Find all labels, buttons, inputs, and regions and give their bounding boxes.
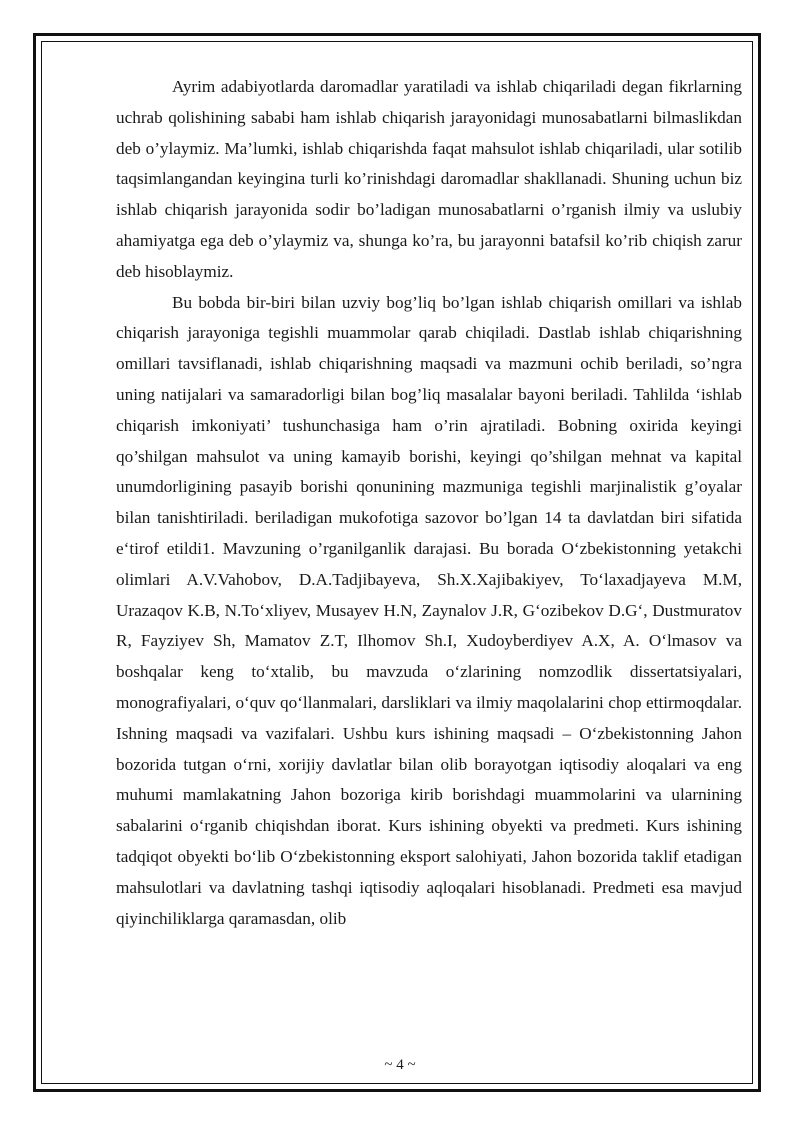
page-number: ~ 4 ~ bbox=[384, 1057, 416, 1073]
paragraph-2: Bu bobda bir-biri bilan uzviy bog’liq bo’lgan ishlab chiqarish omillari va ishlab chiqarish jarayoniga tegishli muammolar qarab chiqiladi. Dastlab ishlab chiqarishning omillari tavsiflanadi, ishlab chiqarishning maqsadi va mazmuni ochib beriladi, so’ngra uning natijalari va samaradorligi bilan bog’liq masalalar bayoni beriladi. Tahlilda ‘ishlab chiqarish imkoniyati’ tushunchasiga ham o’rin ajratiladi. Bobning oxirida keyingi qo’shilgan mahsulot va uning kamayib borishi, keyingi qo’shilgan mehnat va kapital unumdorligining pasayib borishi qonunining mazmuniga tegishli marjinalistik g’oyalar bilan tanishtiriladi. beriladigan mukofotiga sazovor bo’lgan 14 ta davlatdan biri sifatida e‘tirof etildi1. Mavzuning o’rganilganlik darajasi. Bu borada O‘zbekistonning yetakchi olimlari A.V.Vahobov, D.A.Tadjibayeva, Sh.X.Xajibakiyev, To‘laxadjayeva M.M, Urazaqov K.B, N.To‘xliyev, Musayev H.N, Zaynalov J.R, G‘ozibekov D.G‘, Dustmuratov R, Fayziyev Sh, Mamatov Z.T, Ilhomov Sh.I, Xudoyberdiyev A.X, A. O‘lmasov va boshqalar keng to‘xtalib, bu mavzuda o‘zlarining nomzodlik dissertatsiyalari, monografiyalari, o‘quv qo‘llanmalari, darsliklari va ilmiy maqolalarini chop ettirmoqdalar. Ishning maqsadi va vazifalari. Ushbu kurs ishining maqsadi – O‘zbekistonning Jahon bozorida tutgan o‘rni, xorijiy davlatlar bilan olib borayotgan iqtisodiy aloqalari va eng muhumi mamlakatning Jahon bozoriga kirib borishdagi muammolarini va ularnining sabalarini o‘rganib chiqishdan iborat. Kurs ishining obyekti va predmeti. Kurs ishining tadqiqot obyekti bo‘lib O‘zbekistonning eksport salohiyati, Jahon bozorida taklif etadigan mahsulotlari va davlatning tashqi iqtisodiy aqloqalari hisoblanadi. Predmeti esa mavjud qiyinchiliklarga qaramasdan, olib bbox=[116, 292, 742, 928]
paragraph-1: Ayrim adabiyotlarda daromadlar yaratiladi va ishlab chiqariladi degan fikrlarning uchrab qolishining sababi ham ishlab chiqarish jarayonidagi munosabatlarni bilmaslikdan deb o’ylaymiz. Ma’lumki, ishlab chiqarishda faqat mahsulot ishlab chiqariladi, ular sotilib taqsimlangandan keyingina turli ko’rinishdagi daromadlar shakllanadi. Shuning uchun biz ishlab chiqarish jarayonida sodir bo’ladigan munosabatlarni o’rganish ilmiy va uslubiy ahamiyatga ega deb o’ylaymiz va, shunga ko’ra, bu jarayonni batafsil ko’rib chiqish zarur deb hisoblaymiz. bbox=[116, 77, 742, 281]
document-body bbox=[116, 72, 742, 934]
